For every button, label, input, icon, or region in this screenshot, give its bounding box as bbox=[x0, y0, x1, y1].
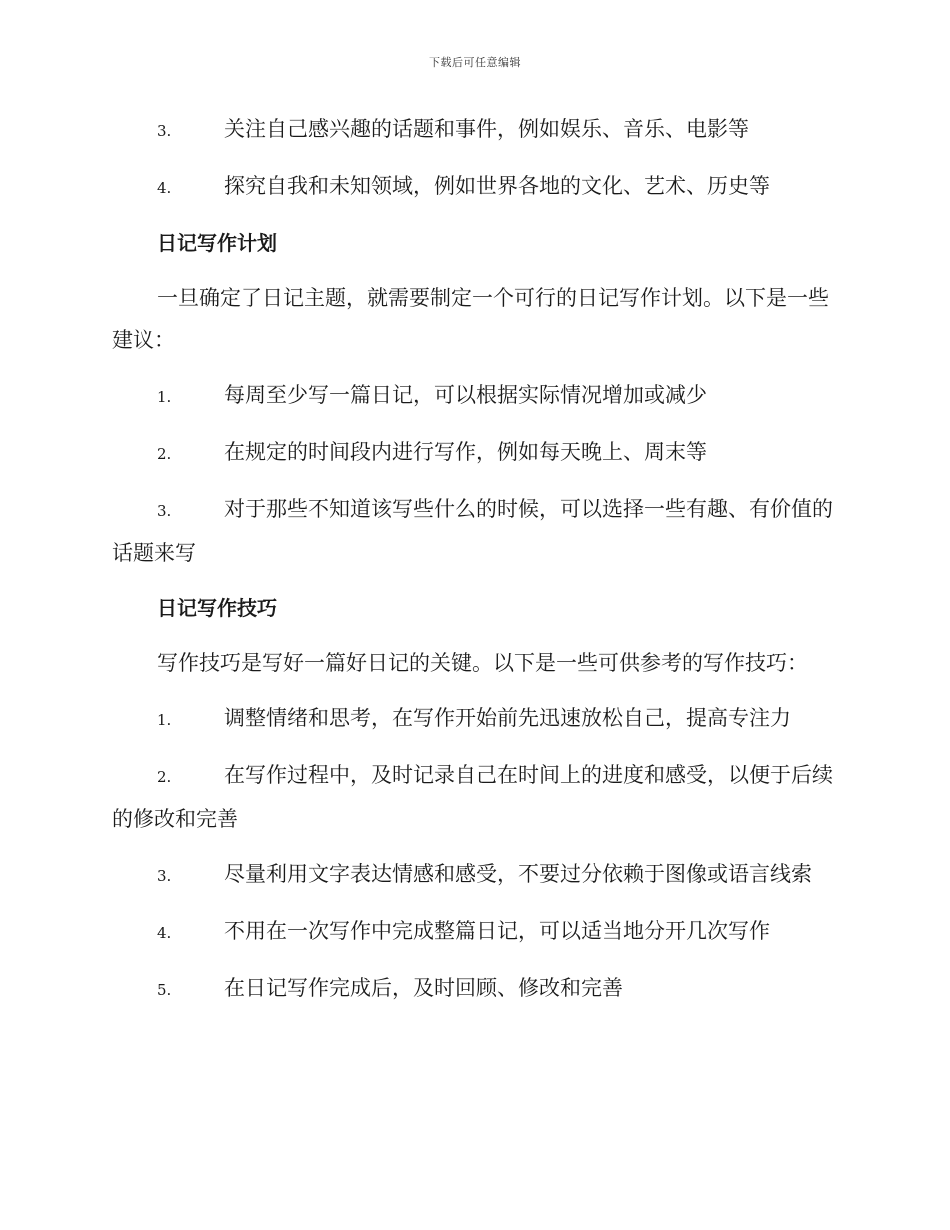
list-text: 关注自己感兴趣的话题和事件，例如娱乐、音乐、电影等 bbox=[224, 117, 749, 141]
list-text: 尽量利用文字表达情感和感受，不要过分依赖于图像或语言线索 bbox=[224, 862, 812, 886]
section-intro-tips: 写作技巧是写好一篇好日记的关键。以下是一些可供参考的写作技巧： bbox=[157, 651, 808, 675]
list-number: 4. bbox=[157, 179, 172, 197]
list-text: 在写作过程中，及时记录自己在时间上的进度和感受，以便于后续的修改和完善 bbox=[112, 763, 833, 831]
list-item bbox=[112, 967, 836, 1011]
list-item bbox=[112, 108, 836, 152]
list-item bbox=[112, 165, 836, 209]
list-number: 1. bbox=[157, 711, 172, 729]
list-number: 2. bbox=[157, 445, 172, 463]
list-text: 探究自我和未知领域，例如世界各地的文化、艺术、历史等 bbox=[224, 174, 770, 198]
list-text: 在日记写作完成后，及时回顾、修改和完善 bbox=[224, 976, 623, 1000]
list-number: 2. bbox=[157, 768, 172, 786]
list-text: 在规定的时间段内进行写作，例如每天晚上、周末等 bbox=[224, 440, 707, 464]
section-intro-plan: 一旦确定了日记主题，就需要制定一个可行的日记写作计划。以下是一些建议： bbox=[112, 286, 829, 352]
list-number: 1. bbox=[157, 388, 172, 406]
list-item bbox=[112, 431, 836, 475]
section-heading-tips: 日记写作技巧 bbox=[157, 596, 277, 620]
list-item bbox=[112, 910, 836, 954]
list-number: 5. bbox=[157, 981, 172, 999]
page-header: 下载后可任意编辑 bbox=[429, 56, 521, 69]
list-number: 4. bbox=[157, 924, 172, 942]
section-heading-plan: 日记写作计划 bbox=[157, 231, 277, 255]
list-number: 3. bbox=[157, 867, 172, 885]
list-number: 3. bbox=[157, 502, 172, 520]
list-item bbox=[112, 853, 836, 897]
list-text: 调整情绪和思考，在写作开始前先迅速放松自己，提高专注力 bbox=[224, 706, 791, 730]
list-item bbox=[112, 754, 836, 840]
list-item bbox=[112, 697, 836, 741]
list-item bbox=[112, 488, 836, 574]
list-text: 不用在一次写作中完成整篇日记，可以适当地分开几次写作 bbox=[224, 919, 770, 943]
list-number: 3. bbox=[157, 122, 172, 140]
list-text: 对于那些不知道该写些什么的时候，可以选择一些有趣、有价值的话题来写 bbox=[112, 497, 833, 565]
list-text: 每周至少写一篇日记，可以根据实际情况增加或减少 bbox=[224, 383, 707, 407]
document-body bbox=[112, 108, 836, 1024]
list-item bbox=[112, 374, 836, 418]
